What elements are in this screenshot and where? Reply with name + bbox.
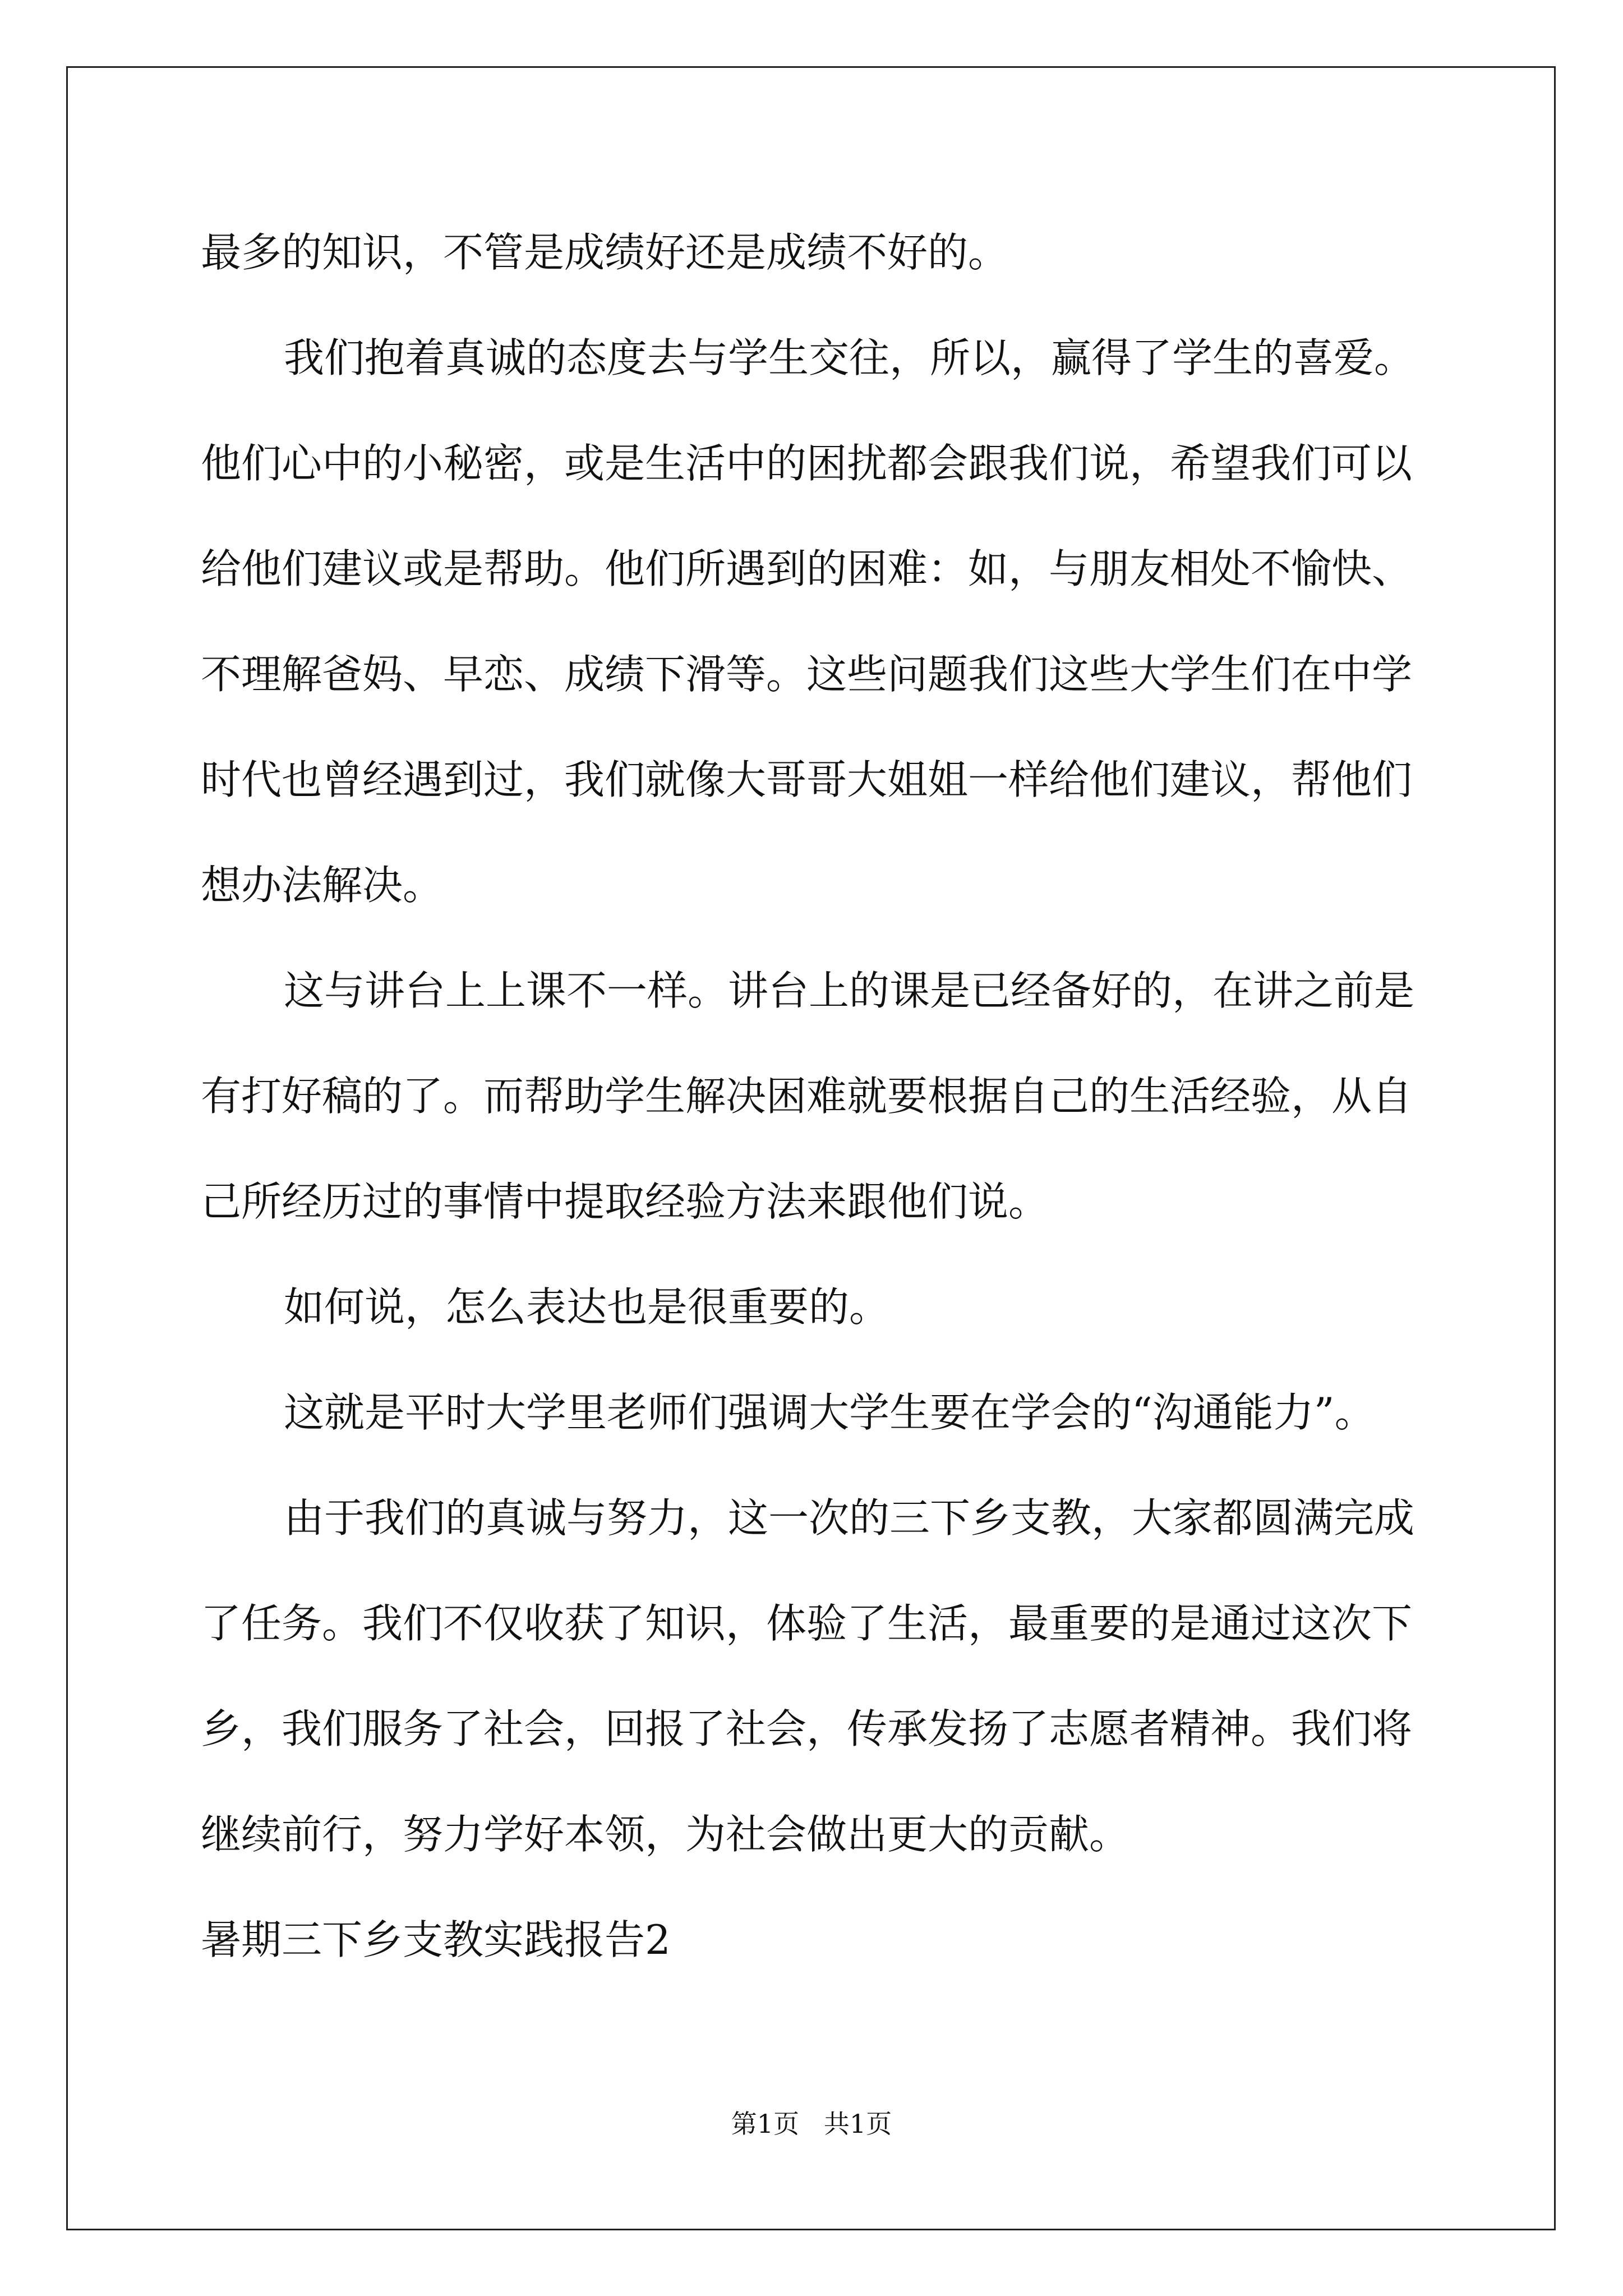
document-body — [201, 200, 1429, 1993]
text-line: 我们抱着真诚的态度去与学生交往，所以，赢得了学生的喜爱。 — [284, 334, 1415, 381]
text-line: 他们心中的小秘密，或是生活中的困扰都会跟我们说，希望我们可以 — [201, 440, 1413, 487]
text-line: 了任务。我们不仅收获了知识，体验了生活，最重要的是通过这次下 — [201, 1600, 1413, 1647]
text-line: 继续前行，努力学好本领，为社会做出更大的贡献。 — [201, 1811, 1130, 1858]
text-line: 乡，我们服务了社会，回报了社会，传承发扬了志愿者精神。我们将 — [201, 1705, 1413, 1752]
text-line: 这就是平时大学里老师们强调大学生要在学会的“沟通能力”。 — [284, 1389, 1375, 1436]
section-heading: 暑期三下乡支教实践报告2 — [201, 1916, 671, 1963]
text-line: 己所经历过的事情中提取经验方法来跟他们说。 — [201, 1178, 1049, 1225]
text-line: 如何说，怎么表达也是很重要的。 — [284, 1283, 890, 1331]
text-line: 想办法解决。 — [201, 862, 444, 909]
text-line: 有打好稿的了。而帮助学生解决困难就要根据自己的生活经验，从自 — [201, 1073, 1413, 1120]
text-line: 这与讲台上上课不一样。讲台上的课是已经备好的，在讲之前是 — [284, 967, 1415, 1014]
text-line: 时代也曾经遇到过，我们就像大哥哥大姐姐一样给他们建议，帮他们 — [201, 756, 1413, 803]
text-line: 由于我们的真诚与努力，这一次的三下乡支教，大家都圆满完成 — [284, 1494, 1415, 1542]
text-line: 给他们建议或是帮助。他们所遇到的困难：如，与朋友相处不愉快、 — [201, 545, 1413, 592]
page-number-footer: 第1页 共1页 — [731, 2109, 892, 2139]
text-line: 最多的知识，不管是成绩好还是成绩不好的。 — [201, 229, 1009, 276]
text-line: 不理解爸妈、早恋、成绩下滑等。这些问题我们这些大学生们在中学 — [201, 651, 1413, 698]
